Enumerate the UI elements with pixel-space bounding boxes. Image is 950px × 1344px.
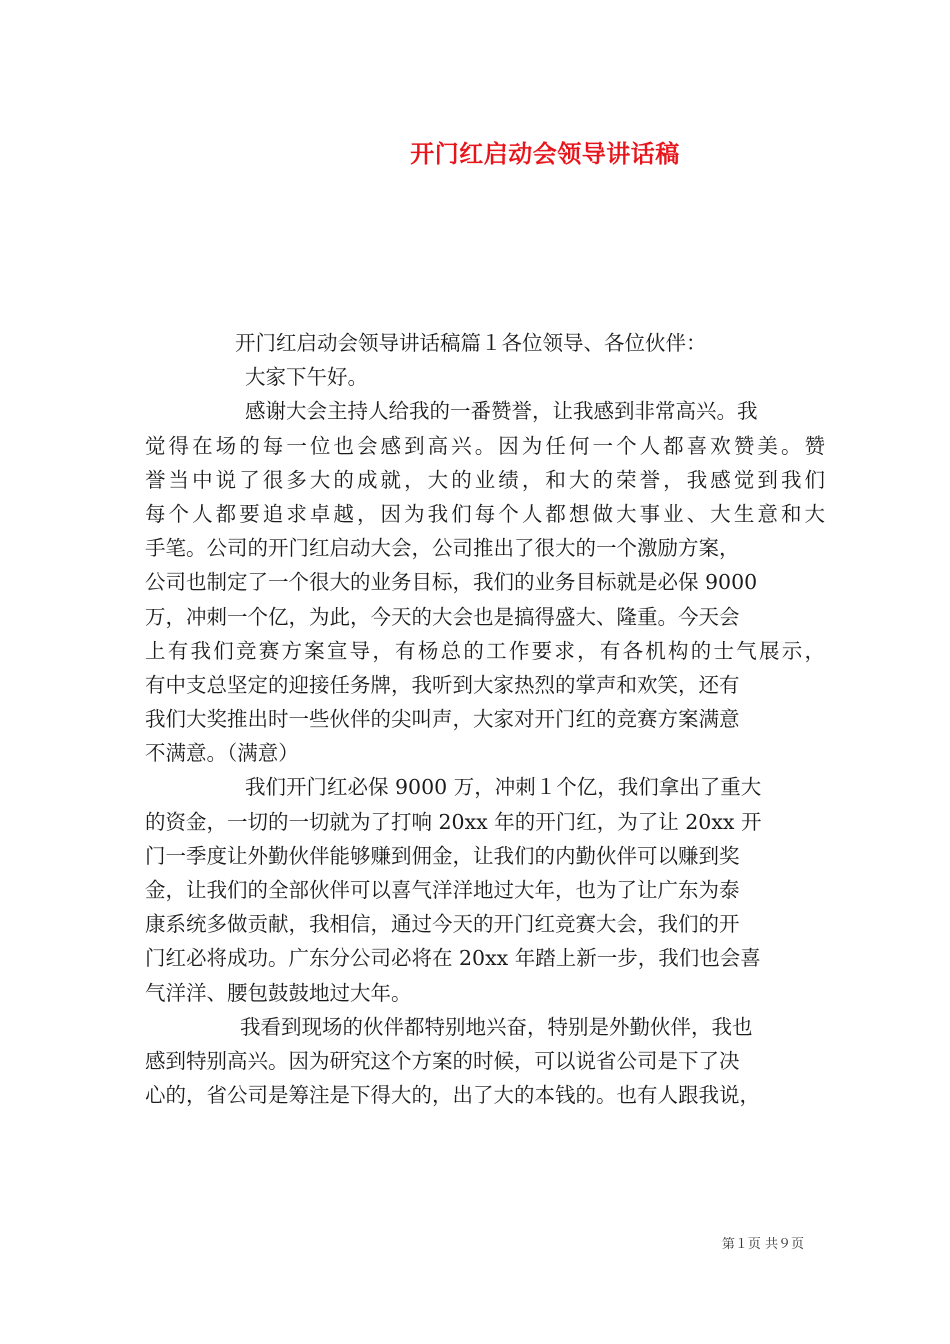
body-line: 万，冲刺一个亿，为此，今天的大会也是搞得盛大、隆重。今天会 (145, 604, 740, 629)
body-line: 誉当中说了很多大的成就，大的业绩，和大的荣誉，我感觉到我们 (145, 467, 825, 492)
document-body (145, 326, 825, 1112)
body-line: 门红必将成功。广东分公司必将在 20xx 年踏上新一步，我们也会喜 (145, 946, 761, 971)
body-line: 气洋洋、腰包鼓鼓地过大年。 (145, 980, 412, 1005)
body-line: 我看到现场的伙伴都特别地兴奋，特别是外勤伙伴，我也 (240, 1014, 753, 1039)
body-line: 康系统多做贡献，我相信，通过今天的开门红竞赛大会，我们的开 (145, 912, 740, 937)
body-line: 觉得在场的每一位也会感到高兴。因为任何一个人都喜欢赞美。赞 (145, 433, 825, 458)
body-line: 我们大奖推出时一些伙伴的尖叫声，大家对开门红的竞赛方案满意 (145, 707, 740, 732)
body-line: 有中支总坚定的迎接任务牌，我听到大家热烈的掌声和欢笑，还有 (145, 672, 740, 697)
body-line: 我们开门红必保 9000 万，冲刺１个亿，我们拿出了重大 (245, 775, 762, 800)
page-number-footer: 第１页 共９页 (721, 1237, 804, 1252)
body-line: 每个人都要追求卓越，因为我们每个人都想做大事业、大生意和大 (145, 501, 825, 526)
body-line: 感到特别高兴。因为研究这个方案的时候，可以说省公司是下了决 (145, 1048, 740, 1073)
body-line: 金，让我们的全部伙伴可以喜气洋洋地过大年，也为了让广东为泰 (145, 878, 740, 902)
body-line: 的资金，一切的一切就为了打响 20xx 年的开门红，为了让 20xx 开 (145, 809, 762, 834)
body-line: 不满意。（满意） (145, 741, 299, 766)
body-line: 大家下午好。 (245, 365, 368, 390)
document-title: 开门红启动会领导讲话稿 (410, 139, 680, 168)
body-line: 手笔。公司的开门红启动大会，公司推出了很大的一个激励方案， (145, 536, 740, 561)
body-line: 感谢大会主持人给我的一番赞誉，让我感到非常高兴。我 (245, 399, 758, 424)
body-line: 门一季度让外勤伙伴能够赚到佣金，让我们的内勤伙伴可以赚到奖 (145, 843, 740, 868)
body-line: 上有我们竞赛方案宣导，有杨总的工作要求，有各机构的士气展示， (145, 638, 825, 663)
body-line: 公司也制定了一个很大的业务目标，我们的业务目标就是必保 9000 (145, 570, 758, 595)
body-line: 心的，省公司是筹注是下得大的，出了大的本钱的。也有人跟我说， (145, 1083, 760, 1108)
body-line: 开门红启动会领导讲话稿篇１各位领导、各位伙伴： (235, 331, 707, 355)
